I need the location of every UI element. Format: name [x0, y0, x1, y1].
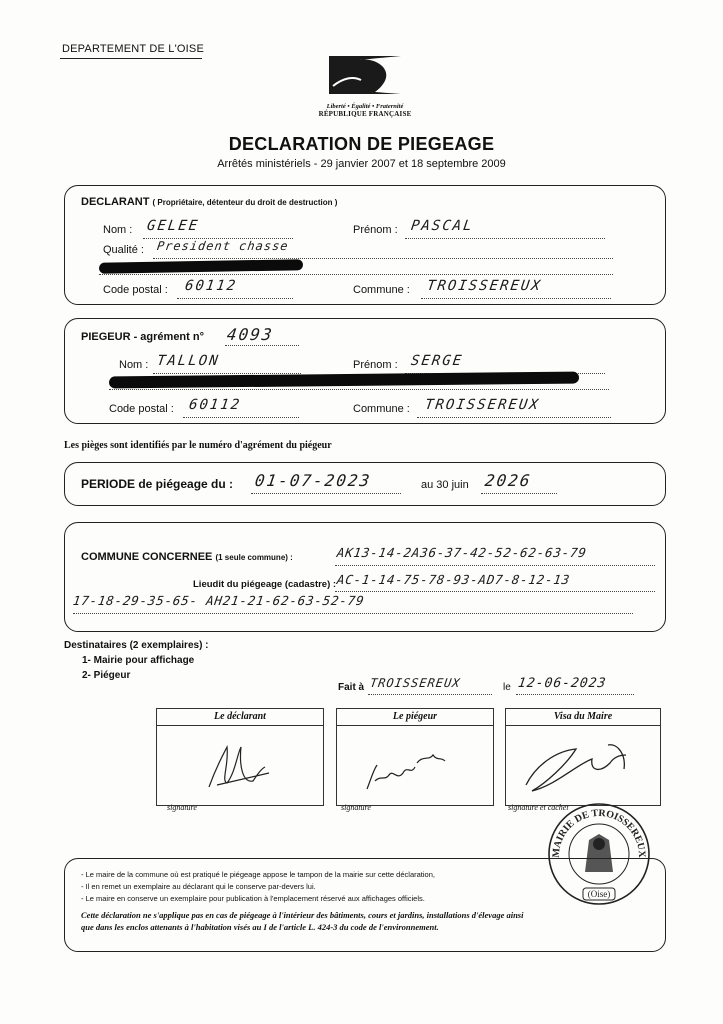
periode-end-line: [481, 493, 557, 494]
fait-place-value: TROISSEREUX: [369, 676, 462, 690]
piegeur-commune-label: Commune :: [353, 403, 410, 415]
declarant-cp-label: Code postal :: [103, 284, 168, 296]
destinataires-item-1: 1- Mairie pour affichage: [82, 655, 195, 666]
piegeur-cp-value: 60112: [187, 397, 243, 413]
declarant-prenom-line: [405, 238, 605, 239]
lieudit-line2-line: [73, 613, 633, 614]
periode-end-value: 2026: [483, 471, 533, 490]
piegeur-signature-box: [336, 708, 494, 812]
declarant-cp-value: 60112: [183, 278, 239, 294]
piegeur-signature-icon: [337, 725, 493, 805]
declarant-commune-label: Commune :: [353, 284, 410, 296]
fait-date-line: [516, 694, 634, 695]
piegeur-signature-label: signature: [341, 803, 371, 812]
logo-motto: Liberté • Égalité • Fraternité: [326, 103, 404, 110]
periode-mid-label: au 30 juin: [421, 479, 469, 491]
declarant-commune-line: [421, 298, 611, 299]
page-subtitle: Arrêtés ministériels - 29 janvier 2007 et 18 septembre 2009: [217, 158, 506, 170]
declarant-prenom-label: Prénom :: [353, 224, 398, 236]
maire-signature-icon: [506, 725, 660, 805]
piegeur-nom-value: TALLON: [155, 353, 221, 369]
piegeur-heading: PIEGEUR: [81, 331, 131, 343]
republic-logo: [306, 56, 424, 118]
declarant-cp-line: [177, 298, 293, 299]
declarant-prenom-value: PASCAL: [409, 218, 475, 234]
piegeur-prenom-value: SERGE: [409, 353, 465, 369]
commune-section: [64, 522, 666, 632]
commune-label-note: (1 seule commune) :: [215, 553, 293, 562]
declarant-signature-box: [156, 708, 324, 812]
declarant-qualite-label: Qualité :: [103, 244, 144, 256]
periode-start-value: 01-07-2023: [253, 471, 373, 490]
fait-label: Fait à: [338, 682, 365, 693]
periode-section: [64, 462, 666, 506]
declarant-qualite-value: President chasse: [156, 239, 290, 253]
periode-start-line: [251, 493, 401, 494]
piegeur-agrement-value: 4093: [225, 325, 275, 344]
commune-label: COMMUNE CONCERNEE: [81, 551, 213, 563]
fait-date-value: 12-06-2023: [516, 676, 608, 691]
identification-note: Les pièges sont identifiés par le numéro d'agrément du piégeur: [64, 440, 332, 451]
declarant-section: [64, 185, 666, 305]
piegeur-cp-line: [183, 417, 299, 418]
stamp-top-text: MAIRIE DE TROISSEREUX: [550, 807, 648, 858]
declarant-signature-label: signature: [167, 803, 197, 812]
maire-signature-box: [505, 708, 661, 812]
declarant-heading: DECLARANT: [81, 196, 150, 208]
declarant-commune-value: TROISSEREUX: [425, 278, 543, 294]
destinataires-item-2: 2- Piégeur: [82, 670, 131, 681]
declarant-nom-value: GELEE: [145, 218, 201, 234]
redacted-piegeur-address: [109, 372, 579, 389]
piegeur-agrement-label: - agrément n°: [133, 331, 204, 343]
notes-line-2: - Il en remet un exemplaire au déclarant qui le conserve par-devers lui.: [81, 882, 316, 891]
piegeur-nom-label: Nom :: [119, 359, 149, 371]
fait-le-label: le: [503, 682, 511, 693]
piegeur-prenom-label: Prénom :: [353, 359, 398, 371]
destinataires-label: Destinataires (2 exemplaires) :: [64, 640, 209, 651]
notes-italic-1: Cette déclaration ne s'applique pas en cas de piégeage à l'intérieur des bâtiments, cours et jardins, installations d'élevage ainsi: [81, 910, 524, 920]
commune-line: [335, 565, 655, 566]
maire-signature-heading: Visa du Maire: [553, 711, 613, 722]
declarant-signature-icon: [157, 725, 323, 805]
department-underline: [60, 58, 202, 59]
piegeur-commune-line: [417, 417, 611, 418]
redacted-address: [99, 259, 303, 274]
department-label: DEPARTEMENT DE L'OISE: [62, 43, 205, 55]
stamp-bottom-text: (Oise): [587, 889, 611, 899]
piegeur-section: [64, 318, 666, 424]
piegeur-address-line: [109, 389, 609, 390]
declarant-signature-heading: Le déclarant: [214, 711, 266, 722]
piegeur-agrement-line: [225, 345, 299, 346]
marianne-logo-icon: [329, 56, 401, 94]
notes-line-3: - Le maire en conserve un exemplaire pour publication à l'emplacement réservé aux affichages officiels.: [81, 894, 425, 903]
piegeur-cp-label: Code postal :: [109, 403, 174, 415]
lieudit-label: Lieudit du piégeage (cadastre) :: [193, 579, 337, 590]
notes-section: [64, 858, 666, 952]
maire-signature-label: signature et cachet: [508, 803, 569, 812]
lieudit-line1-line: [335, 591, 655, 592]
lieudit-line1-value: AC-1-14-75-78-93-AD7-8-12-13: [335, 572, 572, 587]
page-title: DECLARATION DE PIEGEAGE: [228, 134, 495, 154]
commune-value: AK13-14-2A36-37-42-52-62-63-79: [335, 545, 588, 560]
periode-label: PERIODE de piégeage du :: [81, 477, 234, 491]
declarant-address-line: [99, 274, 613, 275]
lieudit-line2-value: 17-18-29-35-65- AH21-21-62-63-52-79: [71, 593, 366, 608]
declarant-heading-note: ( Propriétaire, détenteur du droit de destruction ): [152, 198, 338, 207]
declarant-qualite-line: [153, 258, 613, 259]
piegeur-commune-value: TROISSEREUX: [423, 397, 541, 413]
notes-italic-2: que dans les enclos attenants à l'habitation visés au I de l'article L. 424-3 du code de l'environnement.: [81, 922, 439, 932]
fait-place-line: [368, 694, 492, 695]
logo-republic: RÉPUBLIQUE FRANÇAISE: [318, 110, 412, 118]
notes-line-1: - Le maire de la commune où est pratiqué le piégeage appose le tampon de la mairie sur cette déclaration,: [81, 870, 435, 879]
declarant-nom-label: Nom :: [103, 224, 133, 236]
piegeur-signature-heading: Le piégeur: [392, 711, 438, 722]
